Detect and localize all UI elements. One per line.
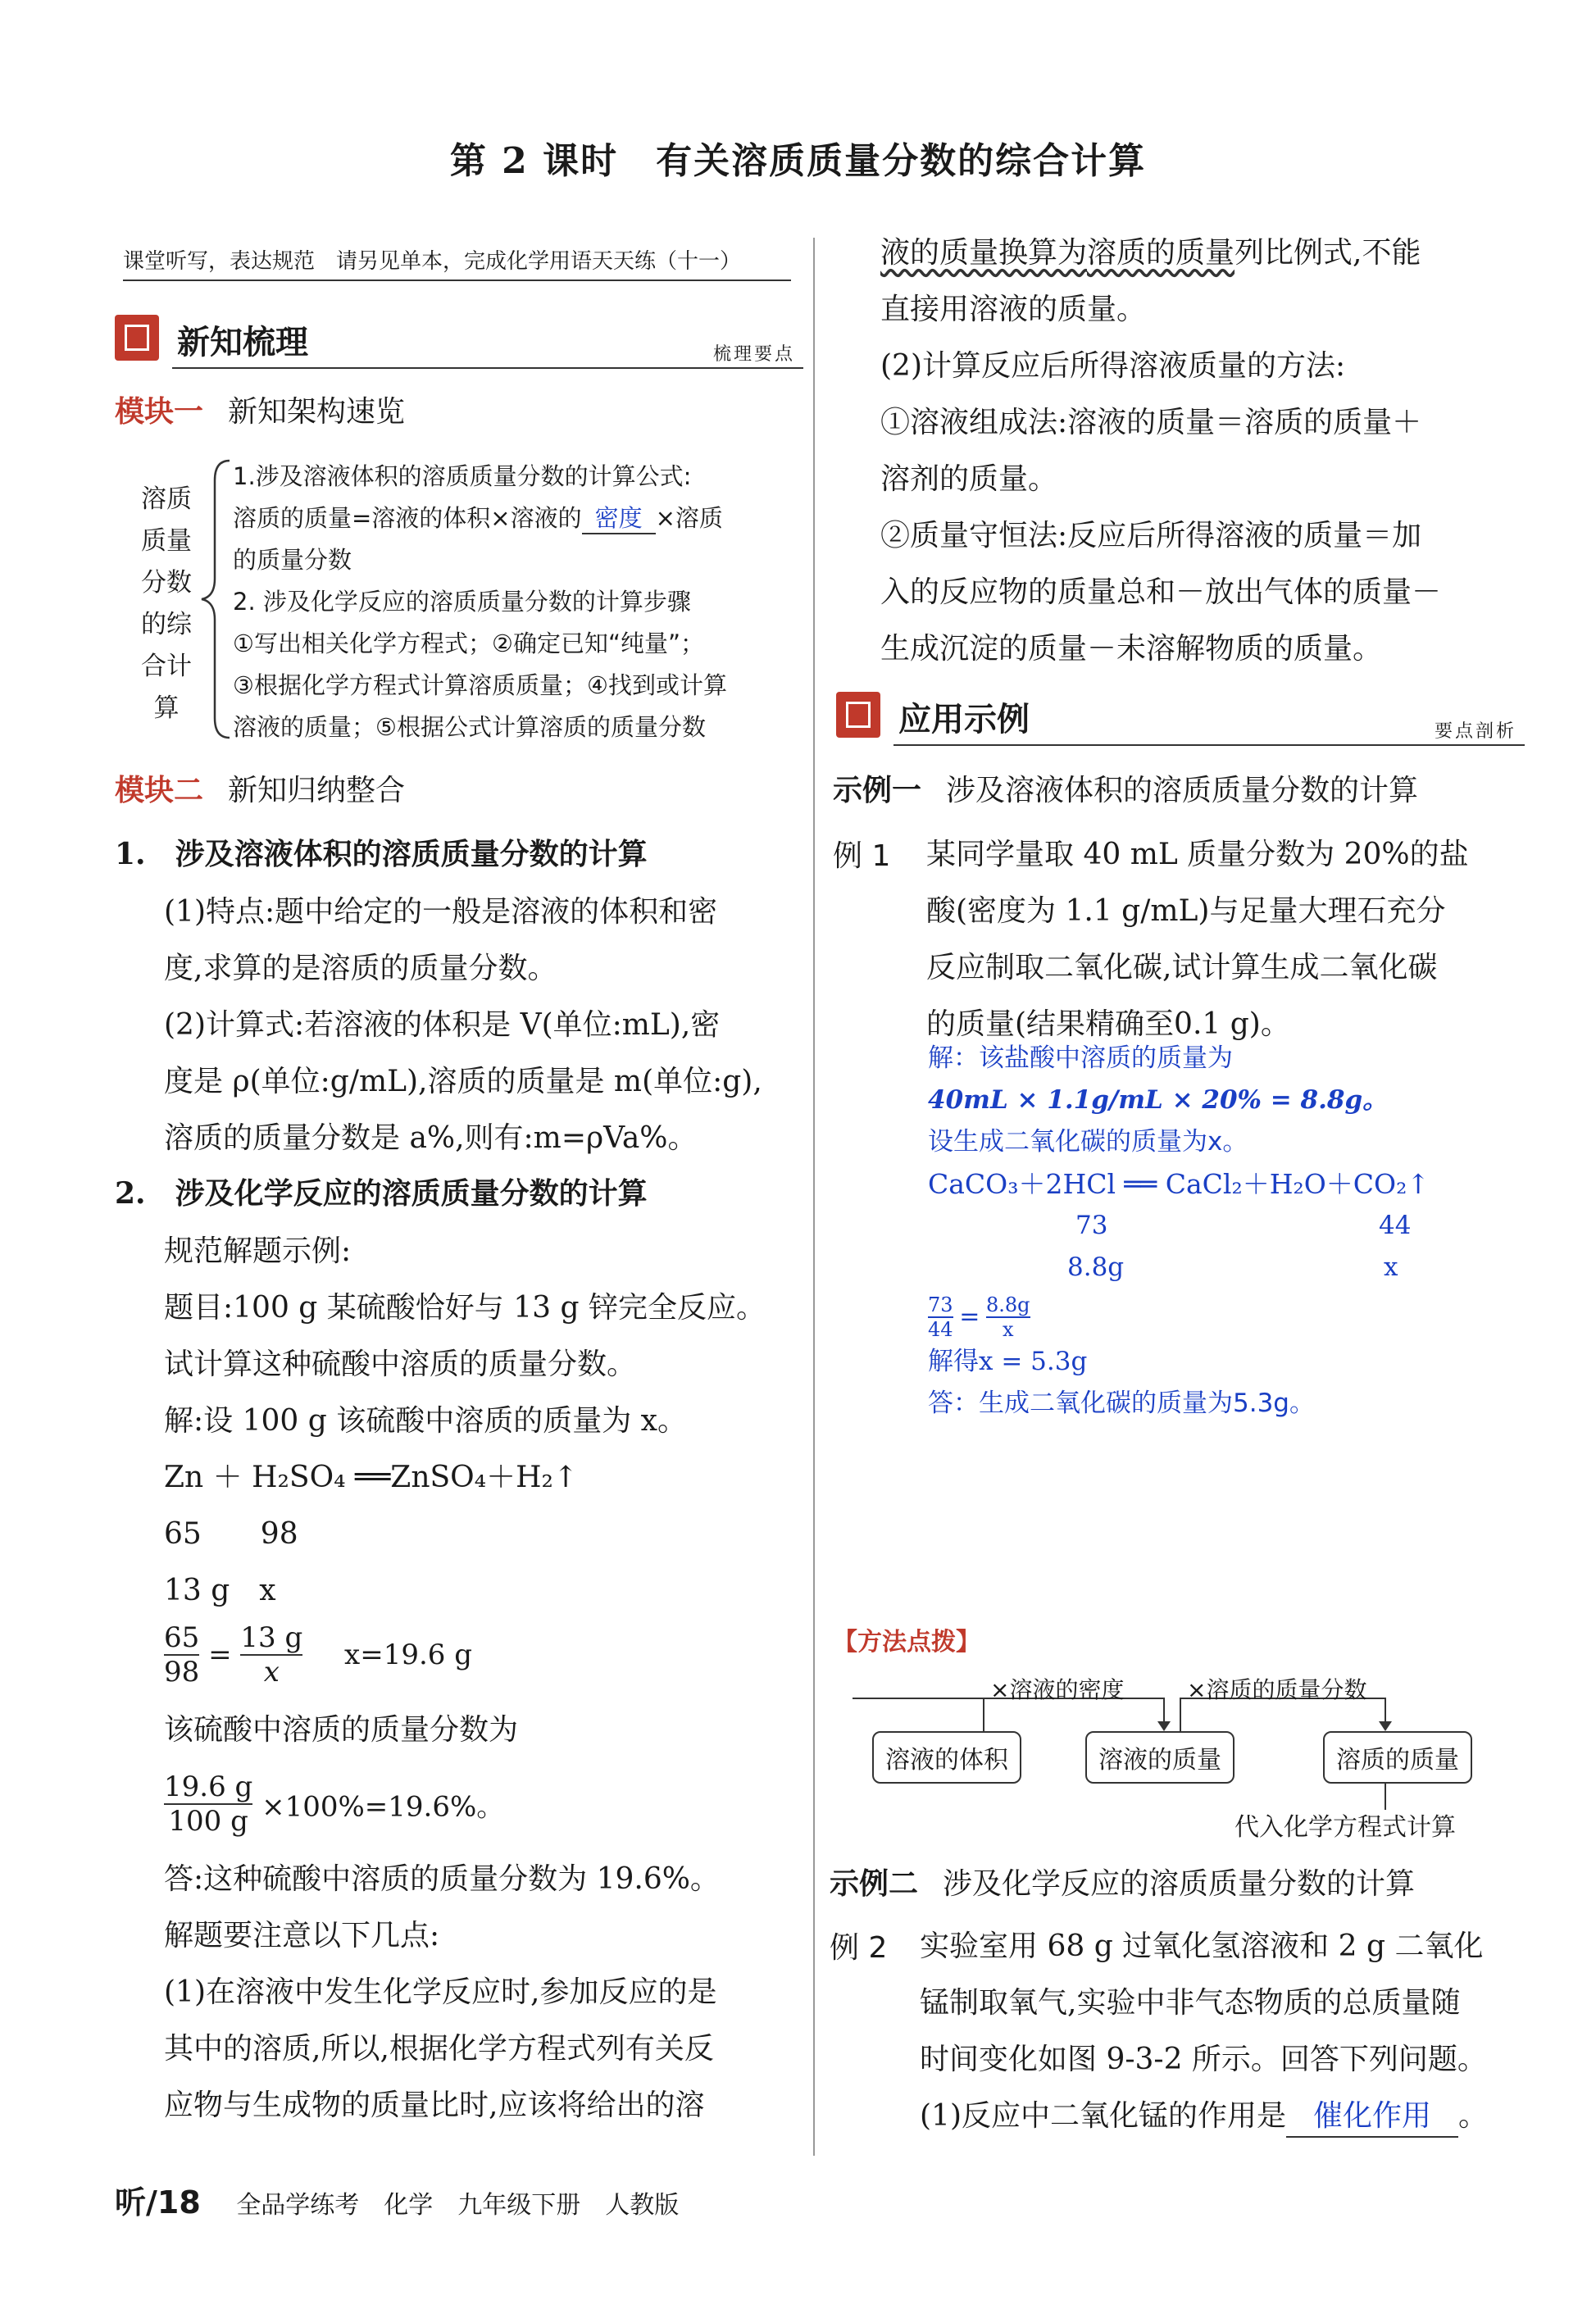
op-density: ×溶液的密度: [990, 1676, 1125, 1703]
volume-explanation: (1)特点:题中给定的一般是溶液的体积和密 度,求算的是溶质的质量分数。 (2)计算式:若溶液的体积是 V(单位:mL),密 度是 ρ(单位:g/mL),溶质的质量是 m(单位:g), 溶质的质量分数是 a%,则有:m=ρVa%。: [164, 895, 762, 1155]
page-number: 听/18: [115, 2184, 201, 2220]
method-tip-heading: 【方法点拨】: [833, 1628, 980, 1657]
column-divider: [813, 238, 815, 2156]
heading-reaction: 2. 涉及化学反应的溶质质量分数的计算: [115, 1176, 648, 1211]
module-two-heading: 模块二 新知归纳整合: [115, 774, 406, 807]
tree-branches: 1.涉及溶液体积的溶质质量分数的计算公式: 溶质的质量=溶液的体积×溶液的 密度 ×溶质 的质量分数 2. 涉及化学反应的溶质质量分数的计算步骤 ①写出相关化学方程式；②确定已知“纯量”； ③根据化学方程式计算溶质质量；④找到或计算 溶液的质量；⑤根据公式计算溶质的质量分数: [233, 462, 727, 741]
density-answer: 密度: [582, 503, 656, 534]
listening-note: 课堂听写，表达规范 请另见单本，完成化学用语天天练（十一）: [123, 244, 791, 281]
book-icon: [115, 315, 159, 361]
example-1-number: 例 1: [833, 839, 891, 873]
example-2-question: 实验室用 68 g 过氧化氢溶液和 2 g 二氧化 锰制取氧气,实验中非气态物质的总质量随 时间变化如图 9-3-2 所示。回答下列问题。 (1)反应中二氧化锰的作用是 催化作用 。: [920, 1918, 1543, 2144]
page-footer: 听/18 全品学练考 化学 九年级下册 人教版: [115, 2184, 680, 2220]
example-one-heading: 示例一 涉及溶液体积的溶质质量分数的计算: [833, 774, 1419, 807]
box-solution-volume: 溶液的体积: [872, 1731, 1021, 1784]
module-one-heading: 模块一 新知架构速览: [115, 395, 406, 429]
method-bottom-label: 代入化学方程式计算: [1235, 1813, 1456, 1842]
example-1-solution: 解：该盐酸中溶质的质量为 40mL × 1.1g/mL × 20% = 8.8g。 设生成二氧化碳的质量为x。 CaCO₃＋2HCl ══ CaCl₂＋H₂O＋CO₂↑ 73 44 8.8g x $\frac{73}{44}$ = $\frac{8.8g}{x}$ 解得x = 5.3g 答：生成二氧化碳的质量为5.3g。: [928, 1043, 1430, 1418]
continued-notes: 液的质量换算为溶质的质量列比例式,不能 直接用溶液的质量。 (2)计算反应后所得溶液质量的方法: ①溶液组成法:溶液的质量＝溶质的质量＋ 溶剂的质量。 ②质量守恒法:反应后所得溶液的质量＝加 入的反应物的质量总和－放出气体的质量－ 生成沉淀的质量－未溶解物质的质量。: [880, 236, 1442, 666]
answer-notes: 答:这种硫酸中溶质的质量分数为 19.6%。 解题要注意以下几点: (1)在溶液中发生化学反应时,参加反应的是 其中的溶质,所以,根据化学方程式列有关反 应物与生成物的质量比时,应该将给出的溶: [164, 1862, 720, 2122]
proportion-fraction: $\frac{65}{98}$ = $\frac{13 g}{x}$ x=19.6 g: [164, 1621, 472, 1689]
box-solute-mass: 溶质的质量: [1323, 1731, 1472, 1784]
section-header-new-knowledge: 新知梳理 梳理要点: [115, 311, 803, 369]
percent-fraction: $\frac{19.6 g}{100 g}$ ×100%=19.6%。: [164, 1770, 505, 1838]
op-fraction: ×溶质的质量分数: [1187, 1676, 1367, 1703]
section-header-application: 应用示例 要点剖析: [836, 689, 1525, 746]
box-solution-mass: 溶液的质量: [1085, 1731, 1235, 1784]
example-1-question: 某同学量取 40 mL 质量分数为 20%的盐 酸(密度为 1.1 g/mL)与足量大理石充分 反应制取二氧化碳,试计算生成二氧化碳 的质量(结果精确至0.1 g)。: [926, 838, 1469, 1041]
mass-fraction-line: 该硫酸中溶质的质量分数为: [164, 1713, 519, 1747]
worked-example: 规范解题示例: 题目:100 g 某硫酸恰好与 13 g 锌完全反应。 试计算这种硫酸中溶质的质量分数。 解:设 100 g 该硫酸中溶质的质量为 x。 Zn ＋ H₂SO₄ ══ZnSO₄＋H₂↑ 65 98 13 g x: [164, 1234, 766, 1607]
page-title: 第 2 课时 有关溶质质量分数的综合计算: [449, 140, 1147, 182]
example-2-number: 例 2: [830, 1931, 888, 1965]
heading-volume: 1. 涉及溶液体积的溶质质量分数的计算: [115, 837, 648, 871]
tree-root: 溶质 质量 分数 的综 合计 算: [141, 484, 192, 723]
catalyst-answer: 催化作用: [1286, 2097, 1458, 2138]
brace-icon: [197, 456, 238, 743]
example-two-heading: 示例二 涉及化学反应的溶质质量分数的计算: [830, 1867, 1416, 1901]
book-icon: [836, 692, 880, 738]
